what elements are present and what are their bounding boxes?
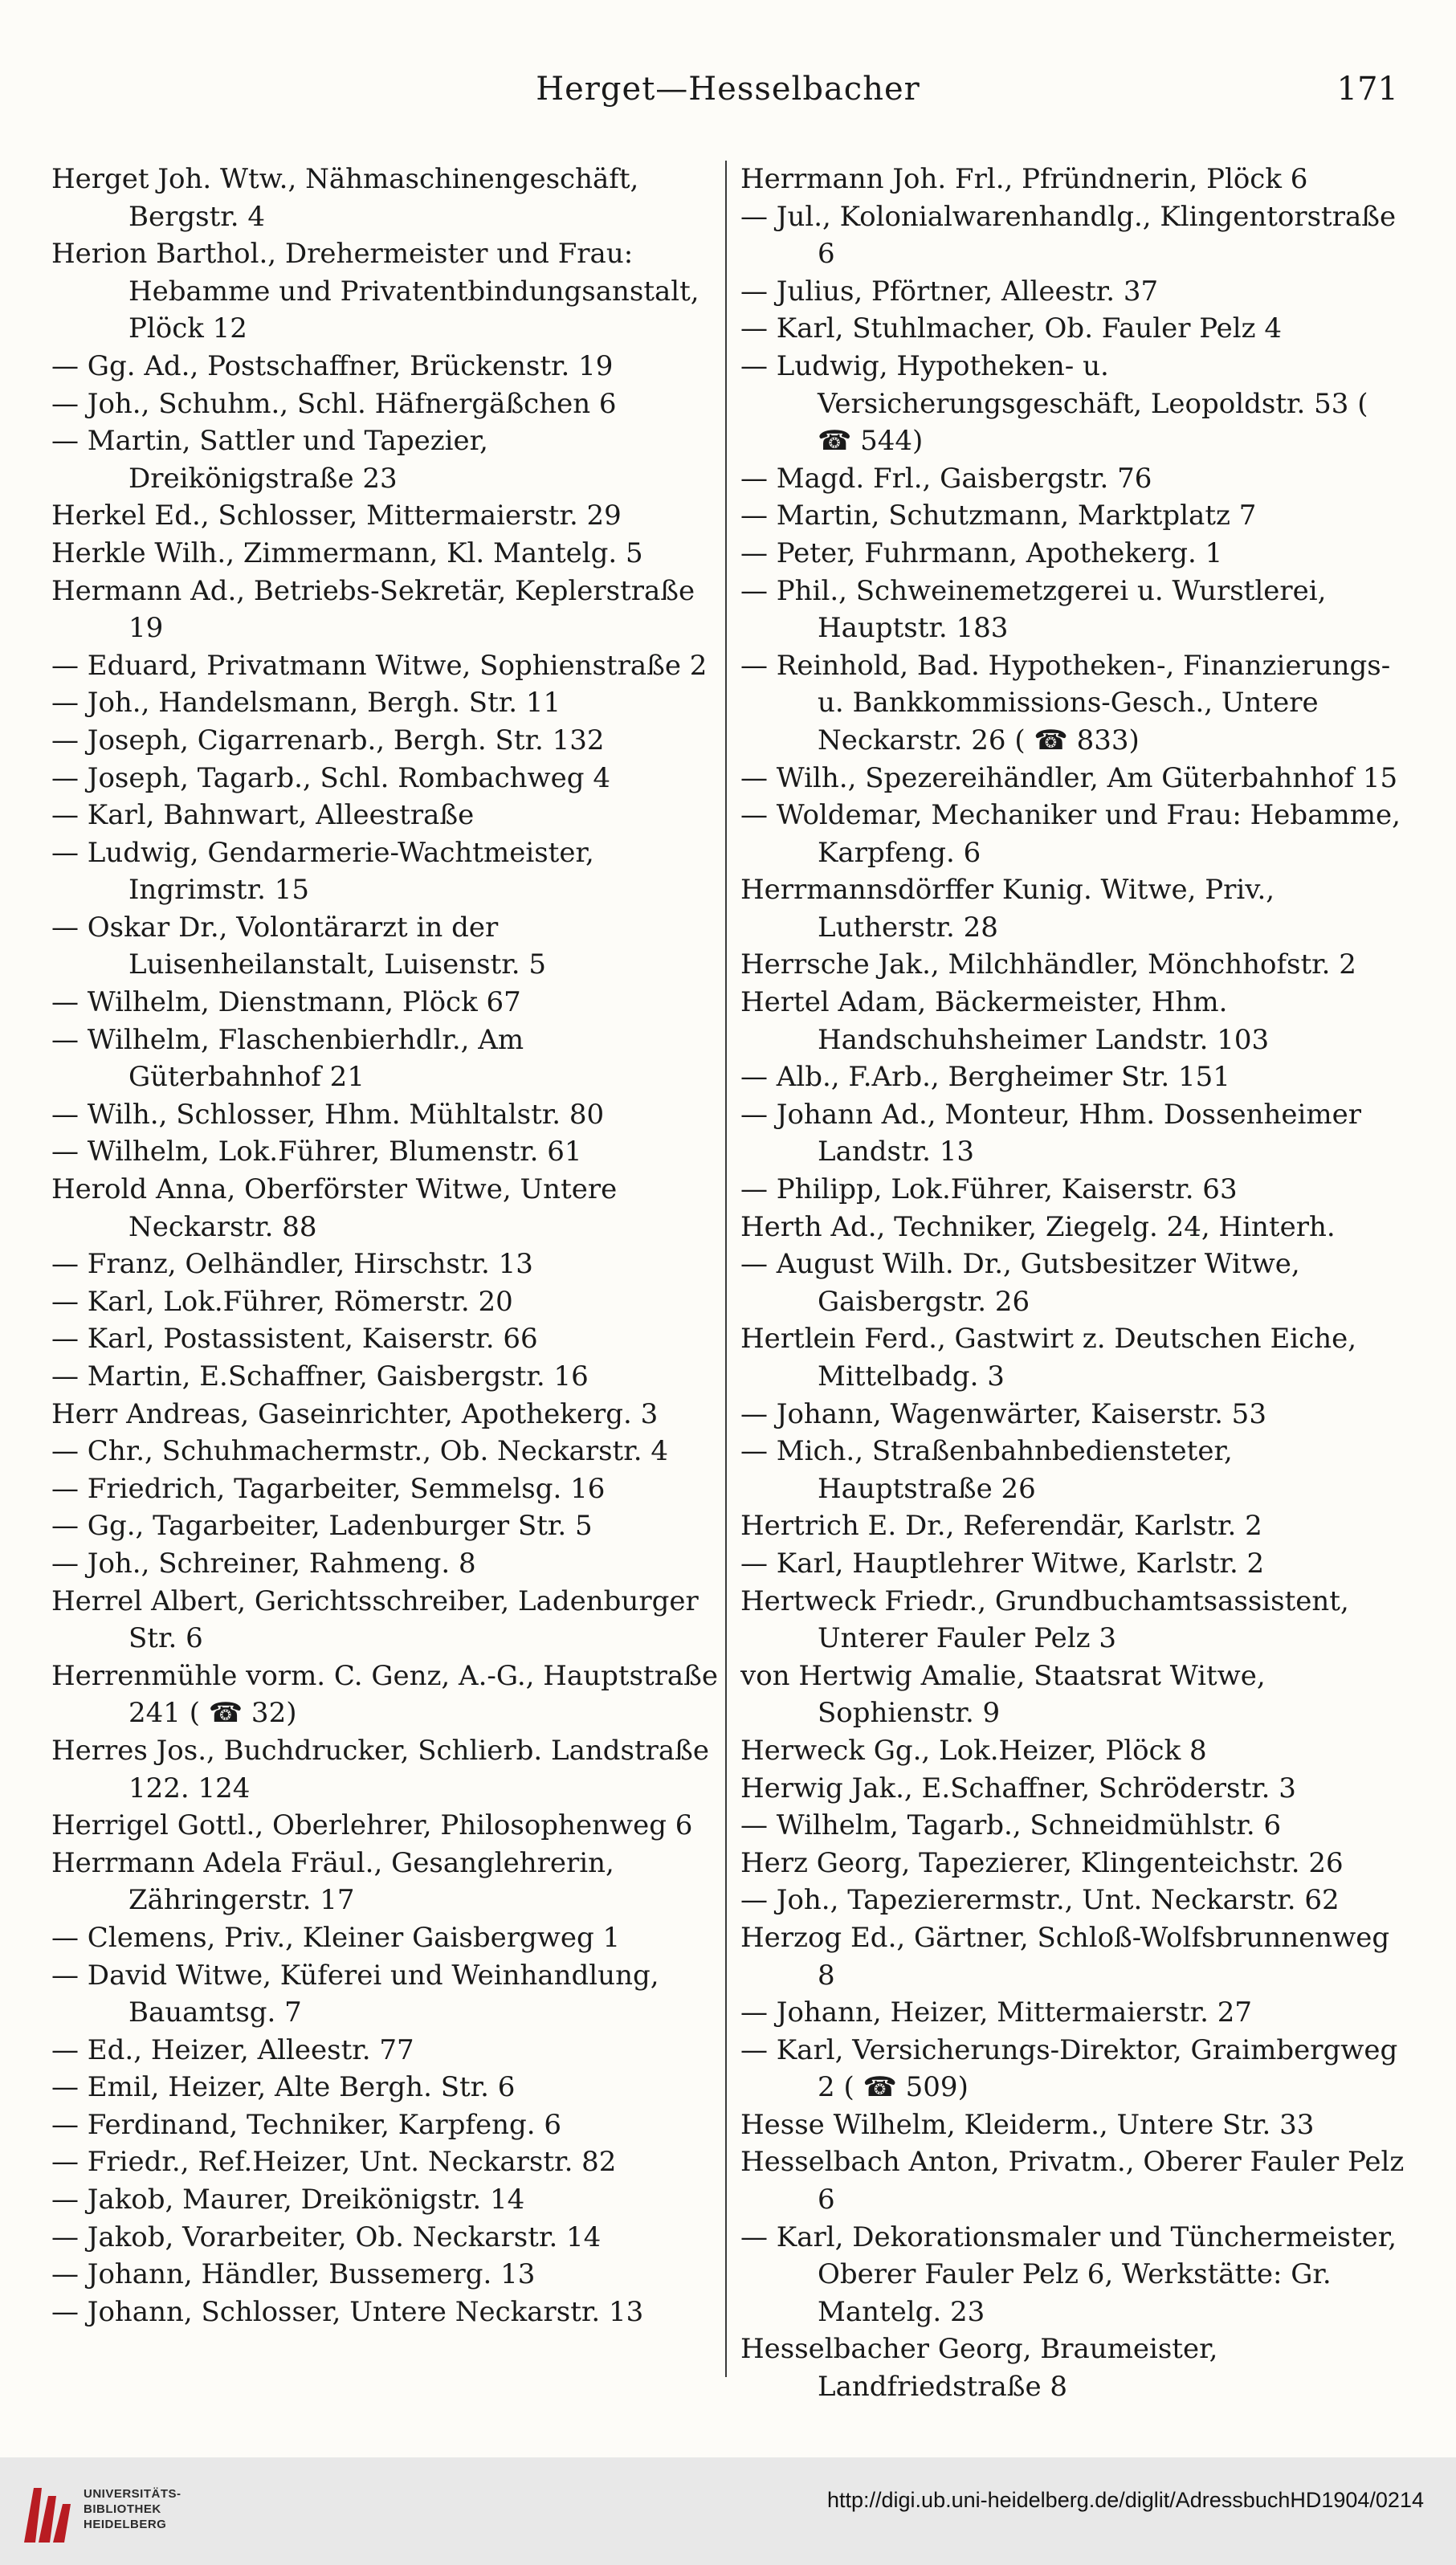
directory-entry: — Wilhelm, Flaschenbierhdlr., Am Güterbahnhof 21	[51, 1023, 524, 1094]
directory-entry: — Martin, Sattler und Tapezier, Dreikönigstraße 23	[51, 425, 488, 495]
directory-entry: — Karl, Postassistent, Kaiserstr. 66	[51, 1323, 538, 1356]
directory-entry: — Joh., Schuhm., Schl. Häfnergäßchen 6	[51, 387, 617, 420]
directory-entry: Herget Joh. Wtw., Nähmaschinengeschäft, Bergstr. 4	[51, 163, 639, 233]
running-title: Herget—Hesselbacher	[536, 71, 920, 108]
directory-entry: — Alb., F.Arb., Bergheimer Str. 151	[740, 1061, 1230, 1094]
directory-entry: — Ferdinand, Techniker, Karpfeng. 6	[51, 2108, 562, 2141]
directory-entry: Herth Ad., Techniker, Ziegelg. 24, Hinterh.	[740, 1210, 1336, 1243]
directory-entry: Herkel Ed., Schlosser, Mittermaierstr. 29	[51, 500, 622, 532]
library-seal-icon	[18, 2480, 79, 2547]
logo-line: HEIDELBERG	[84, 2518, 167, 2531]
directory-entry: — Karl, Bahnwart, Alleestraße	[51, 799, 475, 832]
directory-entry: — Karl, Hauptlehrer Witwe, Karlstr. 2	[740, 1547, 1265, 1580]
directory-entry: Herrmannsdörffer Kunig. Witwe, Priv., Lutherstr. 28	[740, 874, 1275, 944]
directory-entry: — Chr., Schuhmachermstr., Ob. Neckarstr. 4	[51, 1435, 668, 1468]
directory-entry: Herion Barthol., Drehermeister und Frau: Hebamme und Privatentbindungsanstalt, Plöck 12	[51, 238, 699, 345]
directory-entry: Hertel Adam, Bäckermeister, Hhm. Handschuhsheimer Landstr. 103	[740, 986, 1270, 1056]
directory-entry: Herres Jos., Buchdrucker, Schlierb. Landstraße 122. 124	[51, 1734, 709, 1804]
directory-entry: — Karl, Lok.Führer, Römerstr. 20	[51, 1285, 513, 1318]
directory-entry: — Joseph, Tagarb., Schl. Rombachweg 4	[51, 761, 610, 794]
directory-entry: — Johann, Heizer, Mittermaierstr. 27	[740, 1996, 1252, 2029]
directory-entry: — Julius, Pförtner, Alleestr. 37	[740, 275, 1159, 308]
directory-entry: — Emil, Heizer, Alte Bergh. Str. 6	[51, 2071, 516, 2104]
page-header	[0, 71, 1456, 127]
directory-entry: — Johann Ad., Monteur, Hhm. Dossenheimer Landstr. 13	[740, 1098, 1361, 1168]
directory-entry: — Joh., Tapezierermstr., Unt. Neckarstr. 62	[740, 1884, 1340, 1917]
directory-entry: Herzog Ed., Gärtner, Schloß-Wolfsbrunnenweg 8	[740, 1921, 1390, 1992]
directory-entry: Hesse Wilhelm, Kleiderm., Untere Str. 33	[740, 2108, 1315, 2141]
directory-entry: — Jakob, Maurer, Dreikönigstr. 14	[51, 2184, 525, 2216]
directory-entry: — Johann, Wagenwärter, Kaiserstr. 53	[740, 1397, 1266, 1430]
left-column	[51, 161, 718, 2331]
directory-entry: Hermann Ad., Betriebs-Sekretär, Keplerstraße 19	[51, 574, 695, 645]
directory-entry: — Reinhold, Bad. Hypotheken-, Finanzierungs- u. Bankkommissions-Gesch., Untere Neckarstr. 26 ( ☎ 833)	[740, 649, 1391, 756]
directory-entry: Hertrich E. Dr., Referendär, Karlstr. 2	[740, 1510, 1262, 1543]
directory-entry: Hesselbach Anton, Privatm., Oberer Fauler Pelz 6	[740, 2146, 1405, 2216]
directory-entry: — August Wilh. Dr., Gutsbesitzer Witwe, Gaisbergstr. 26	[740, 1248, 1300, 1318]
directory-entry: — Joseph, Cigarrenarb., Bergh. Str. 132	[51, 724, 605, 756]
library-name	[84, 2486, 181, 2532]
directory-entry: — David Witwe, Küferei und Weinhandlung, Bauamtsg. 7	[51, 1959, 659, 2029]
directory-entry: — Joh., Schreiner, Rahmeng. 8	[51, 1547, 476, 1580]
directory-entry: — Ludwig, Gendarmerie-Wachtmeister, Ingrimstr. 15	[51, 836, 594, 907]
directory-entry: — Gg., Tagarbeiter, Ladenburger Str. 5	[51, 1510, 593, 1543]
directory-entry: — Friedrich, Tagarbeiter, Semmelsg. 16	[51, 1472, 606, 1505]
directory-entry: Herrmann Joh. Frl., Pfründnerin, Plöck 6	[740, 163, 1308, 195]
directory-entry: — Jakob, Vorarbeiter, Ob. Neckarstr. 14	[51, 2220, 602, 2253]
directory-entry: Herrenmühle vorm. C. Genz, A.-G., Hauptstraße 241 ( ☎ 32)	[51, 1659, 718, 1730]
directory-entry: — Woldemar, Mechaniker und Frau: Hebamme, Karpfeng. 6	[740, 799, 1401, 869]
directory-entry: — Magd. Frl., Gaisbergstr. 76	[740, 462, 1152, 495]
directory-entry: — Karl, Stuhlmacher, Ob. Fauler Pelz 4	[740, 312, 1283, 345]
directory-entry: — Wilhelm, Dienstmann, Plöck 67	[51, 986, 521, 1019]
directory-entry: — Martin, E.Schaffner, Gaisbergstr. 16	[51, 1360, 589, 1393]
directory-entry: Hertweck Friedr., Grundbuchamtsassistent, Unterer Fauler Pelz 3	[740, 1584, 1349, 1655]
directory-entry: — Friedr., Ref.Heizer, Unt. Neckarstr. 82	[51, 2146, 617, 2179]
directory-entry: Herweck Gg., Lok.Heizer, Plöck 8	[740, 1734, 1207, 1767]
logo-line: BIBLIOTHEK	[84, 2502, 161, 2516]
directory-entry: Herrel Albert, Gerichtsschreiber, Ladenburger Str. 6	[51, 1584, 699, 1655]
directory-entry: Herkle Wilh., Zimmermann, Kl. Mantelg. 5	[51, 536, 643, 569]
directory-entry: Herz Georg, Tapezierer, Klingenteichstr. 26	[740, 1846, 1344, 1879]
directory-entry: — Johann, Schlosser, Untere Neckarstr. 13	[51, 2295, 644, 2328]
directory-entry: Hertlein Ferd., Gastwirt z. Deutschen Eiche, Mittelbadg. 3	[740, 1323, 1357, 1393]
directory-entry: — Ludwig, Hypotheken- u. Versicherungsgeschäft, Leopoldstr. 53 ( ☎ 544)	[740, 349, 1368, 458]
directory-entry: Herrsche Jak., Milchhändler, Mönchhofstr. 2	[740, 948, 1356, 981]
source-url[interactable]: http://digi.ub.uni-heidelberg.de/diglit/AdressbuchHD1904/0214	[826, 2488, 1424, 2512]
directory-entry: — Philipp, Lok.Führer, Kaiserstr. 63	[740, 1173, 1238, 1206]
directory-entry: Hesselbacher Georg, Braumeister, Landfriedstraße 8	[740, 2333, 1218, 2404]
directory-entry: von Hertwig Amalie, Staatsrat Witwe, Sophienstr. 9	[740, 1659, 1266, 1730]
directory-entry: — Karl, Versicherungs-Direktor, Graimbergweg 2 ( ☎ 509)	[740, 2033, 1398, 2104]
directory-entry: — Clemens, Priv., Kleiner Gaisbergweg 1	[51, 1921, 621, 1954]
right-column	[740, 161, 1407, 2406]
directory-entry: — Joh., Handelsmann, Bergh. Str. 11	[51, 687, 561, 720]
directory-entry: — Karl, Dekorationsmaler und Tünchermeister, Oberer Fauler Pelz 6, Werkstätte: Gr. Mantelg. 23	[740, 2220, 1397, 2328]
directory-entry: — Peter, Fuhrmann, Apothekerg. 1	[740, 536, 1223, 569]
directory-entry: — Martin, Schutzmann, Marktplatz 7	[740, 500, 1257, 532]
library-logo[interactable]	[18, 2475, 210, 2552]
directory-entry: — Wilh., Spezereihändler, Am Güterbahnhof 15	[740, 761, 1398, 794]
directory-entry: Herrigel Gottl., Oberlehrer, Philosophenweg 6	[51, 1809, 693, 1842]
directory-entry: — Phil., Schweinemetzgerei u. Wurstlerei, Hauptstr. 183	[740, 574, 1327, 645]
directory-entry: — Ed., Heizer, Alleestr. 77	[51, 2033, 414, 2066]
directory-entry: Herrmann Adela Fräul., Gesanglehrerin, Zähringerstr. 17	[51, 1846, 614, 1917]
directory-entry: Herr Andreas, Gaseinrichter, Apothekerg. 3	[51, 1397, 659, 1430]
directory-entry: — Johann, Händler, Bussemerg. 13	[51, 2258, 536, 2291]
directory-entry: Herold Anna, Oberförster Witwe, Untere Neckarstr. 88	[51, 1173, 618, 1243]
directory-entry: — Wilhelm, Lok.Führer, Blumenstr. 61	[51, 1136, 582, 1168]
directory-entry: — Franz, Oelhändler, Hirschstr. 13	[51, 1248, 533, 1281]
directory-entry: Herwig Jak., E.Schaffner, Schröderstr. 3	[740, 1772, 1296, 1804]
page-number: 171	[1336, 71, 1398, 108]
directory-entry: — Wilhelm, Tagarb., Schneidmühlstr. 6	[740, 1809, 1282, 1842]
directory-entry: — Gg. Ad., Postschaffner, Brückenstr. 19	[51, 349, 614, 382]
directory-entry: — Jul., Kolonialwarenhandlg., Klingentorstraße 6	[740, 200, 1397, 271]
directory-entry: — Mich., Straßenbahnbediensteter, Hauptstraße 26	[740, 1435, 1233, 1505]
directory-entry: — Oskar Dr., Volontärarzt in der Luisenheilanstalt, Luisenstr. 5	[51, 911, 546, 981]
directory-entry: — Wilh., Schlosser, Hhm. Mühltalstr. 80	[51, 1098, 605, 1131]
logo-line: UNIVERSITÄTS-	[84, 2487, 181, 2501]
footer-bar	[0, 2457, 1456, 2565]
column-divider	[725, 161, 727, 2377]
directory-entry: — Eduard, Privatmann Witwe, Sophienstraße 2	[51, 649, 708, 682]
